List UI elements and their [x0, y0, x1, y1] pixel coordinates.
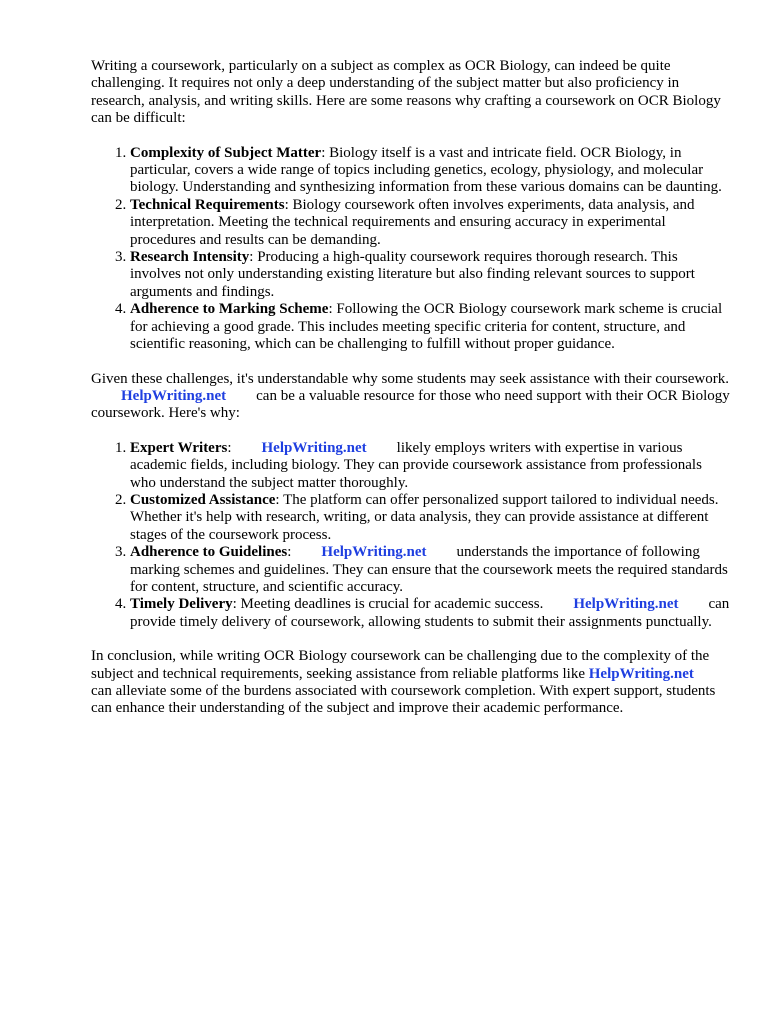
item-text: : Following the OCR Biology coursework mark scheme is crucial for achieving a good grade. This includes meeting specific criteria for content, structure, and scientific reasoning, which can be challenging to fulfill without proper guidance.	[130, 301, 723, 353]
list-item	[130, 197, 731, 249]
item-text: : Biology itself is a vast and intricate field. OCR Biology, in particular, covers a wide range of topics including genetics, ecology, physiology, and molecular biology. Understanding and synthesizing information from these various domains can be daunting.	[130, 144, 722, 196]
item-separator: :	[275, 491, 280, 508]
helpwriting-link[interactable]: HelpWriting.net	[588, 665, 694, 682]
item-title: Customized Assistance	[130, 491, 276, 508]
item-title: Timely Delivery	[130, 596, 233, 613]
transition-text-after: can be a valuable resource for those who need support with their OCR Biology coursework. Here's why:	[91, 387, 730, 422]
item-title: Expert Writers	[130, 439, 228, 456]
list-item	[130, 596, 731, 631]
item-title: Adherence to Guidelines	[130, 544, 288, 561]
item-text: : Producing a high-quality coursework requires thorough research. This involves not only understanding existing literature but also finding relevant sources to support arguments and findings.	[130, 249, 695, 300]
conclusion-paragraph	[91, 648, 731, 718]
item-text: : Biology coursework often involves experiments, data analysis, and interpretation. Meeting the technical requirements and ensuring accuracy in experimental procedures and results can be demanding.	[130, 196, 695, 248]
list-item	[130, 301, 731, 353]
difficulties-list	[91, 145, 731, 354]
item-separator: :	[227, 439, 232, 456]
document-body	[91, 58, 731, 735]
list-item	[130, 145, 731, 197]
list-item	[130, 440, 731, 492]
conclusion-text-before: In conclusion, while writing OCR Biology coursework can be challenging due to the complexity of the subject and technical requirements, seeking assistance from reliable platforms like	[91, 648, 710, 682]
item-text: understands the importance of following marking schemes and guidelines. They can ensure that the coursework meets the required standards for content, structure, and scientific accuracy.	[130, 544, 728, 595]
item-title: Complexity of Subject Matter	[130, 144, 322, 161]
item-text: likely employs writers with expertise in various academic fields, including biology. They can provide coursework assistance from professionals who understand the subject matter thoroughly.	[130, 439, 702, 491]
item-pretext: Meeting deadlines is crucial for academic success.	[240, 596, 544, 613]
intro-paragraph: Writing a coursework, particularly on a subject as complex as OCR Biology, can indeed be quite challenging. It requires not only a deep understanding of the subject matter but also proficiency in research, analysis, and writing skills. Here are some reasons why crafting a coursework on OCR Biology can be difficult:	[91, 58, 721, 127]
item-text: can provide timely delivery of coursework, allowing students to submit their assignments punctually.	[130, 596, 730, 630]
conclusion-text-after: can alleviate some of the burdens associated with coursework completion. With expert support, students can enhance their understanding of the subject and improve their academic performance.	[91, 683, 716, 717]
helpwriting-link[interactable]: HelpWriting.net	[121, 387, 227, 404]
transition-text-before: Given these challenges, it's understandable why some students may seek assistance with their coursework.	[91, 370, 729, 387]
list-item	[130, 492, 731, 544]
helpwriting-link[interactable]: HelpWriting.net	[261, 439, 367, 456]
item-title: Technical Requirements	[130, 196, 285, 213]
item-separator: :	[232, 596, 237, 613]
reasons-list	[91, 440, 731, 631]
item-title: Research Intensity	[130, 249, 250, 266]
list-item	[130, 249, 731, 301]
helpwriting-link[interactable]: HelpWriting.net	[573, 596, 679, 613]
item-text: The platform can offer personalized support tailored to individual needs. Whether it's help with research, writing, or data analysis, they can provide assistance at different stages of the coursework process.	[130, 491, 719, 543]
item-separator: :	[287, 544, 292, 561]
list-item	[130, 544, 731, 596]
helpwriting-link[interactable]: HelpWriting.net	[321, 544, 427, 561]
item-title: Adherence to Marking Scheme	[130, 301, 329, 318]
transition-paragraph	[91, 371, 731, 423]
